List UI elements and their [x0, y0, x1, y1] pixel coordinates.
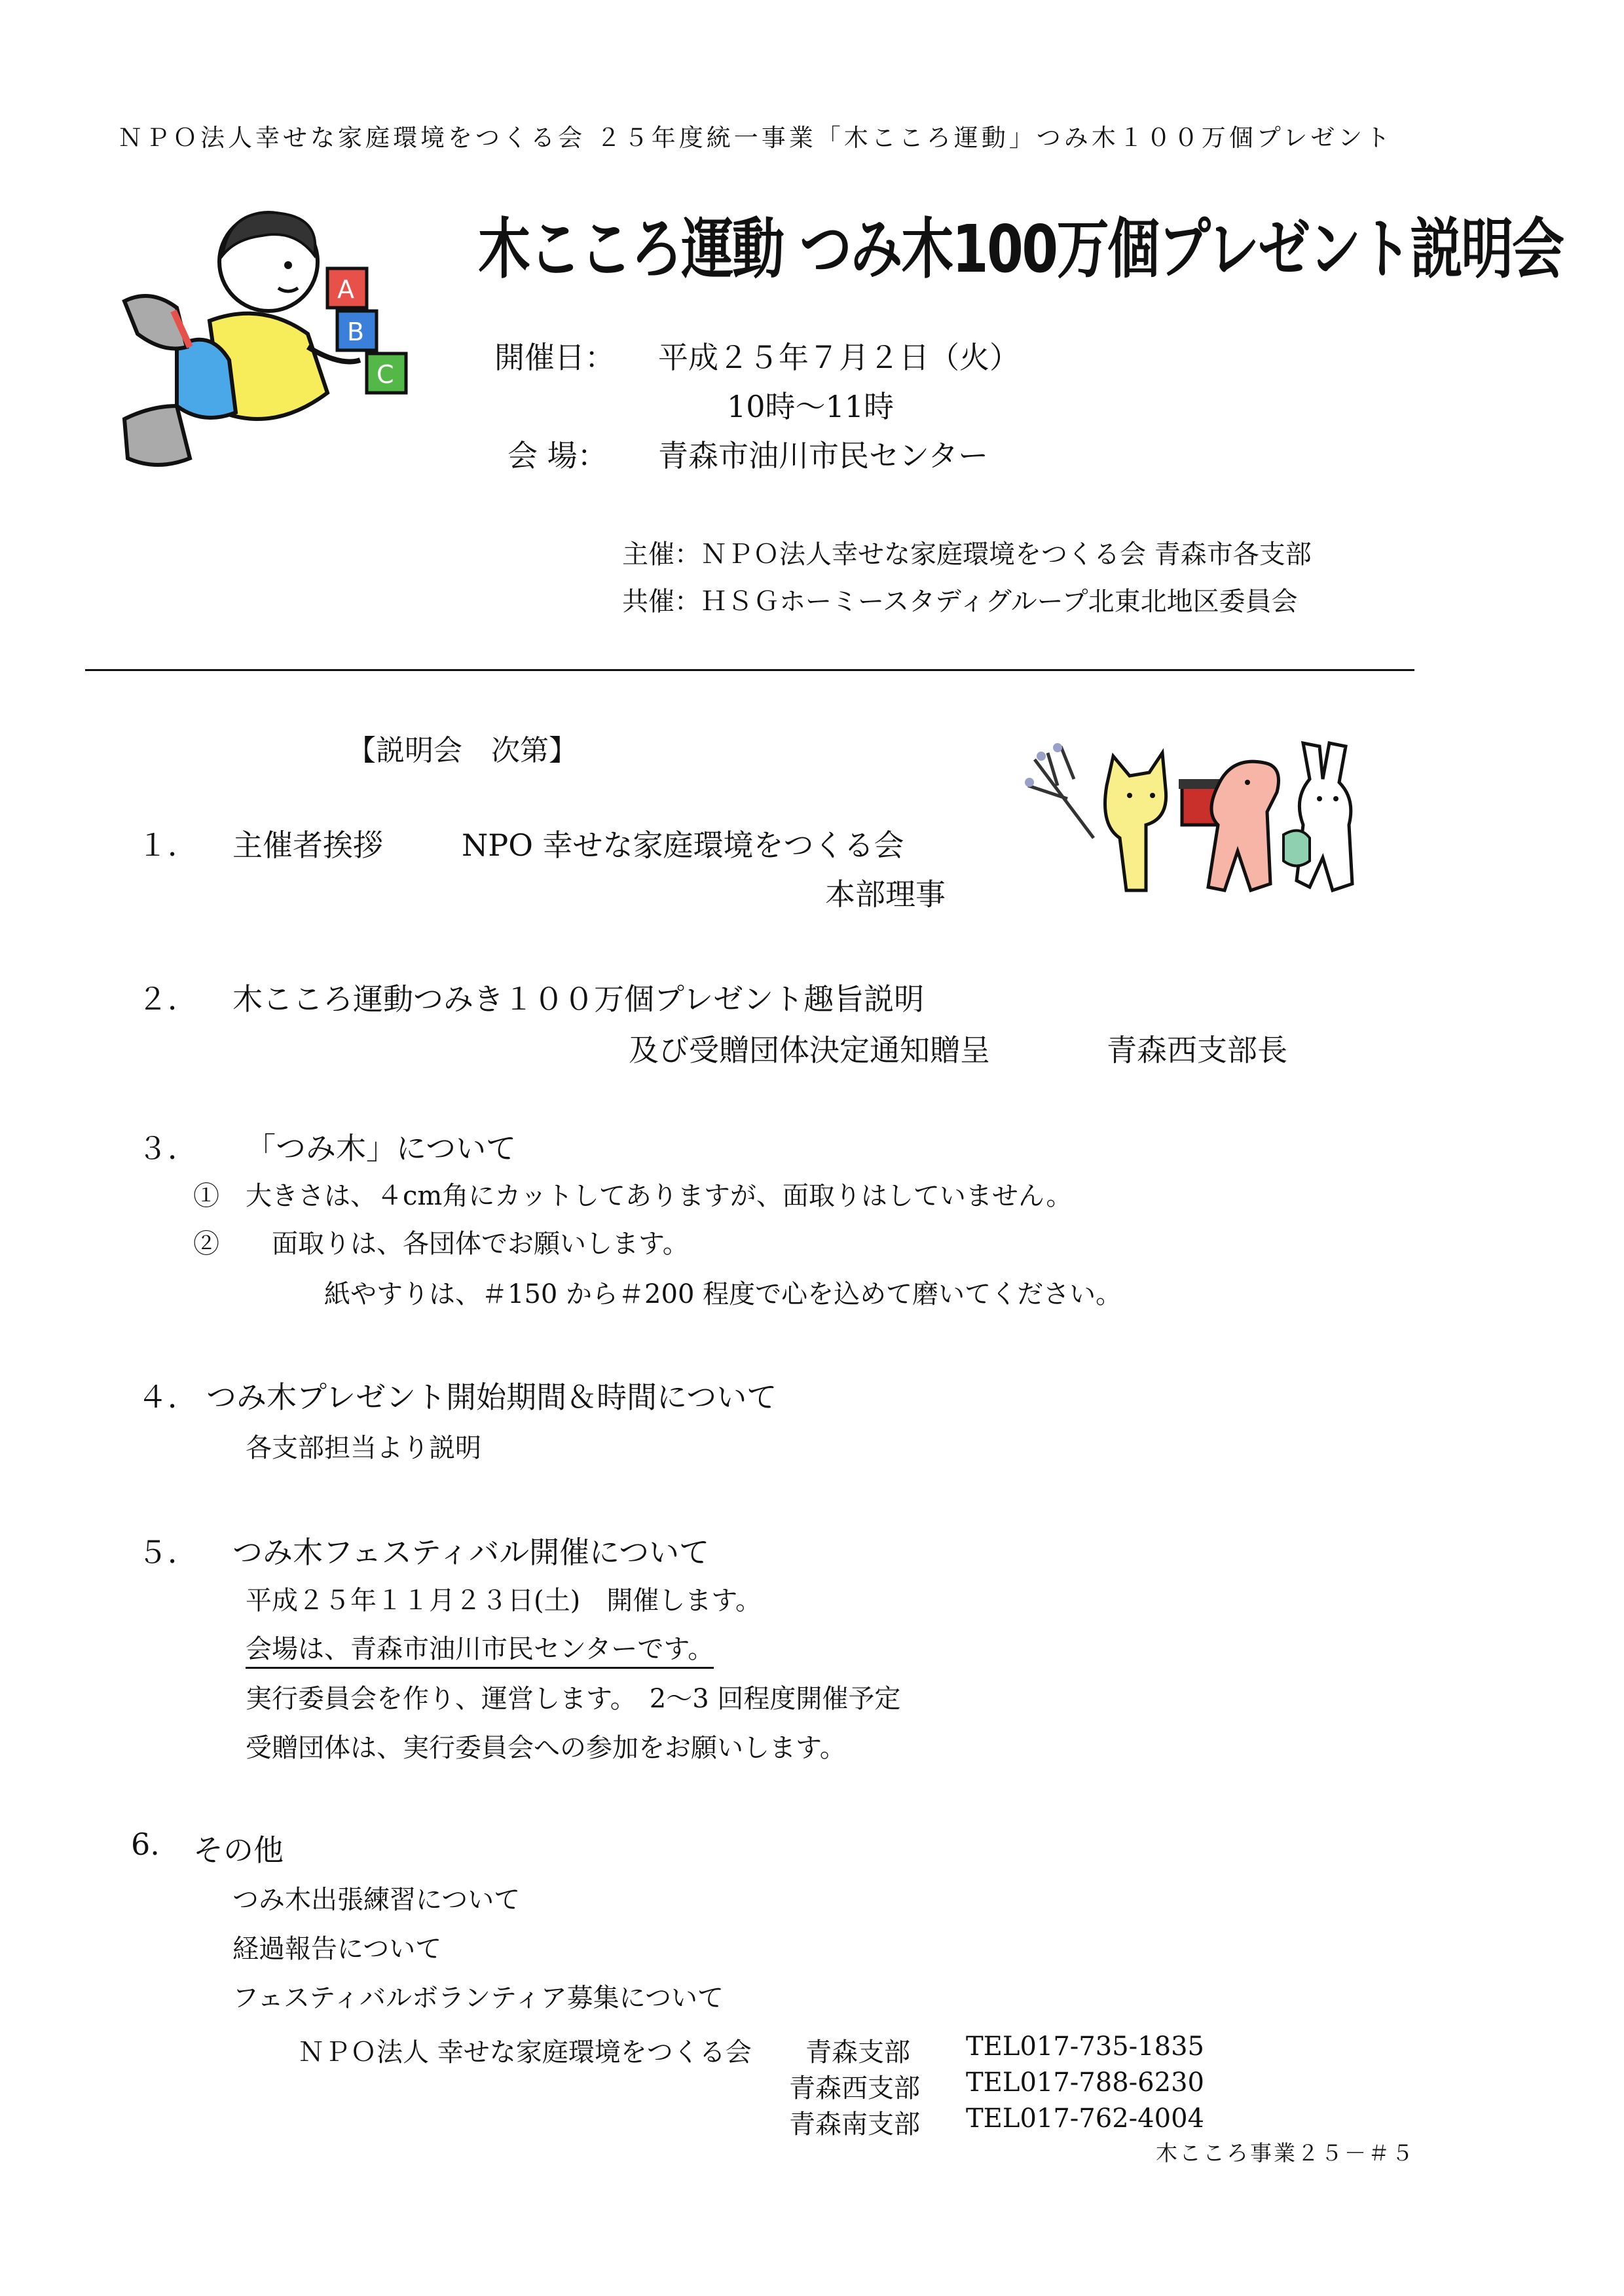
section-6-item-1: つみ木出張練習について: [232, 1885, 521, 1915]
section-2-role: 青森西支部長: [1107, 1032, 1287, 1068]
contact-branch-3: 青森南支部: [789, 2109, 920, 2140]
section-3-item-3: 紙やすりは、＃150 から＃200 程度で心を込めて磨いてください。: [324, 1279, 1122, 1309]
section-3-item-2: ② 面取りは、各団体でお願いします。: [193, 1229, 689, 1259]
cat-dog-rabbit-carrying-illustration: [1022, 740, 1388, 910]
contact-org: ＮＰＯ法人 幸せな家庭環境をつくる会: [298, 2037, 752, 2068]
section-1-org: NPO 幸せな家庭環境をつくる会: [462, 828, 904, 863]
section-1-role: 本部理事: [825, 877, 946, 912]
section-5-item-3: 実行委員会を作り、運営します。 2～3 回程度開催予定: [246, 1684, 901, 1714]
section-6-title: その他: [193, 1832, 284, 1868]
section-6-number: 6.: [131, 1827, 160, 1862]
agenda-heading: 【説明会 次第】: [347, 734, 578, 767]
section-6-item-2: 経過報告について: [232, 1934, 442, 1964]
date-label: 開催日：: [494, 340, 615, 375]
section-3-title: 「つみ木」について: [246, 1131, 517, 1166]
section-3-number: ３．: [138, 1131, 198, 1166]
contact-branch-2: 青森西支部: [789, 2073, 920, 2104]
section-4-number: ４．: [138, 1379, 198, 1415]
section-5-item-2: 会場は、青森市油川市民センターです。: [246, 1628, 714, 1669]
section-5-number: ５．: [138, 1535, 198, 1570]
block-letter-b: B: [347, 318, 365, 346]
section-4-item-1: 各支部担当より説明: [246, 1433, 481, 1463]
venue-value: 青森市油川市民センター: [658, 438, 989, 473]
section-1-number: １．: [138, 828, 198, 863]
contact-tel-3: TEL017-762-4004: [966, 2104, 1204, 2134]
section-5-item-1: 平成２５年１１月２３日(土) 開催します。: [246, 1586, 762, 1616]
host-line: 主催：ＮＰＯ法人幸せな家庭環境をつくる会 青森市各支部: [622, 539, 1312, 570]
section-1-title: 主催者挨拶: [232, 828, 383, 863]
section-3-item-1: ① 大きさは、４cm角にカットしてありますが、面取りはしていません。: [193, 1181, 1073, 1211]
page-title: 木こころ運動 つみ木100万個プレゼント説明会: [478, 211, 1563, 287]
section-5-title: つみ木フェスティバル開催について: [232, 1535, 710, 1570]
contact-tel-2: TEL017-788-6230: [966, 2068, 1204, 2098]
header-line: ＮＰＯ法人幸せな家庭環境をつくる会 ２５年度統一事業「木こころ運動」つみ木１００万個プレゼント: [118, 124, 1393, 152]
section-2-line2: 及び受贈団体決定通知贈呈: [629, 1032, 990, 1068]
block-letter-a: A: [337, 275, 354, 304]
block-letter-c: C: [377, 360, 394, 389]
section-4-title: つみ木プレゼント開始期間＆時間について: [206, 1379, 777, 1415]
contact-branch-1: 青森支部: [805, 2037, 910, 2068]
section-2-title: 木こころ運動つみき１００万個プレゼント趣旨説明: [232, 981, 925, 1017]
section-2-number: ２．: [138, 981, 198, 1017]
contact-tel-1: TEL017-735-1835: [966, 2032, 1204, 2062]
document-code: 木こころ事業２５－＃５: [1156, 2140, 1415, 2166]
divider: [85, 669, 1414, 671]
child-with-blocks-illustration: [111, 196, 419, 484]
time-value: 10時～11時: [727, 389, 895, 424]
venue-label: 会 場：: [507, 438, 608, 473]
date-value: 平成２５年７月２日（火）: [658, 340, 1020, 375]
section-6-item-3: フェスティバルボランティア募集について: [232, 1983, 724, 2013]
section-5-item-4: 受贈団体は、実行委員会への参加をお願いします。: [246, 1733, 846, 1763]
cohost-line: 共催：ＨＳＧホーミースタディグループ北東北地区委員会: [622, 587, 1298, 617]
